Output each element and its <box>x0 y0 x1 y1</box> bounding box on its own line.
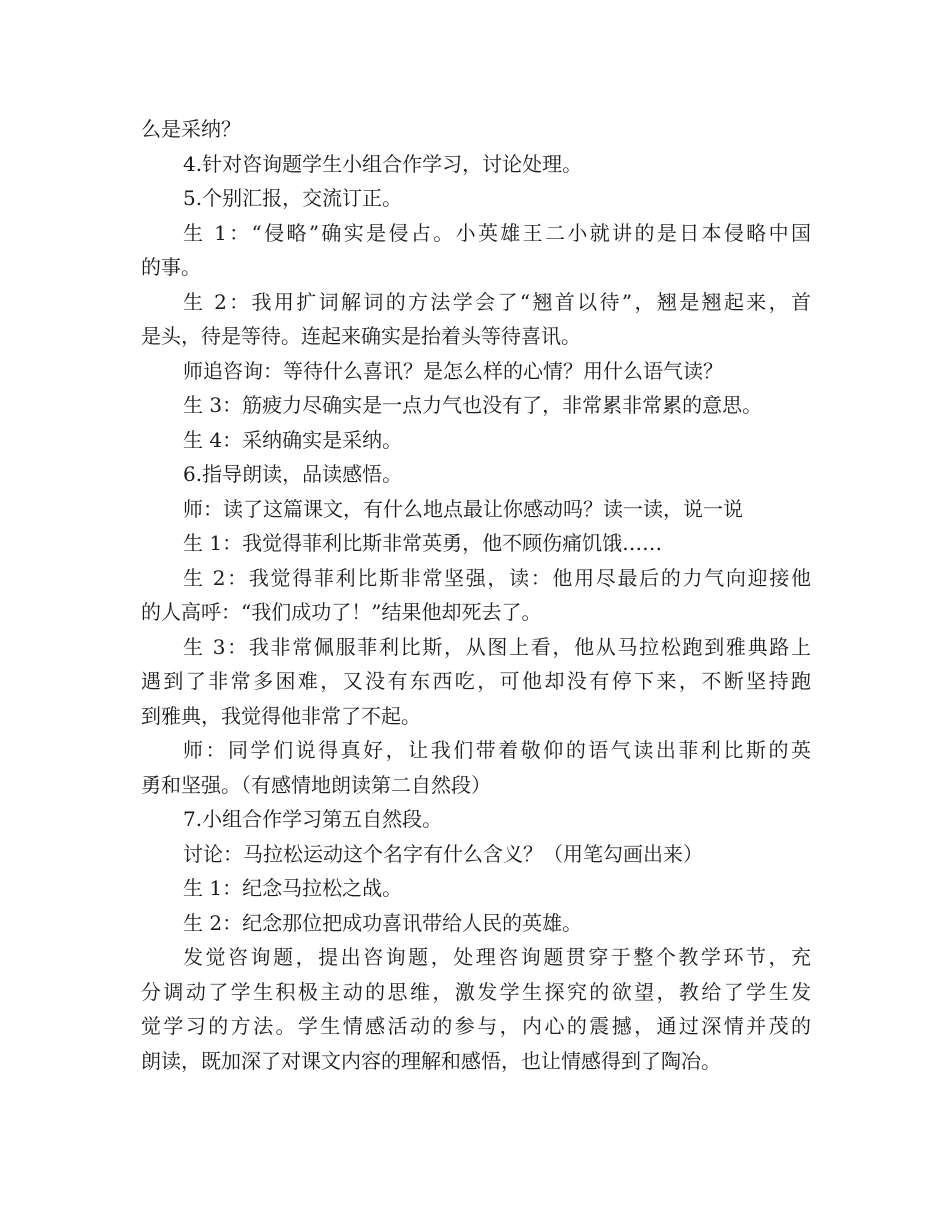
text-line: 师：同学们说得真好，让我们带着敬仰的语气读出菲利比斯的英 <box>183 738 811 762</box>
text-line: 生 4：采纳确实是采纳。 <box>183 427 403 452</box>
text-line: 的事。 <box>141 255 201 279</box>
text-line: 6.指导朗读，品读感悟。 <box>183 462 403 486</box>
text-line: 发觉咨询题，提出咨询题，处理咨询题贯穿于整个教学环节，充 <box>183 945 811 969</box>
text-line: 到雅典，我觉得他非常了不起。 <box>141 703 421 728</box>
text-line: 生 3：筋疲力尽确实是一点力气也没有了，非常累非常累的意思。 <box>183 393 763 417</box>
text-line: 生 2：我觉得菲利比斯非常坚强，读：他用尽最后的力气向迎接他 <box>183 565 811 590</box>
text-line: 4.针对咨询题学生小组合作学习，讨论处理。 <box>183 151 583 176</box>
text-line: 勇和坚强。（有感情地朗读第二自然段） <box>141 772 491 797</box>
text-line: 5.个别汇报，交流订正。 <box>183 186 403 210</box>
text-line: 觉学习的方法。学生情感活动的参与，内心的震撼，通过深情并茂的 <box>141 1014 811 1038</box>
text-line: 生 3：我非常佩服菲利比斯，从图上看，他从马拉松跑到雅典路上 <box>183 634 811 659</box>
text-line: 朗读，既加深了对课文内容的理解和感悟，也让情感得到了陶冶。 <box>141 1048 721 1073</box>
text-line: 分调动了学生积极主动的思维，激发学生探究的欲望，教给了学生发 <box>141 979 811 1004</box>
text-line: 的人高呼：“我们成功了！”结果他却死去了。 <box>141 600 542 624</box>
text-line: 生 1：“侵略”确实是侵占。小英雄王二小就讲的是日本侵略中国 <box>183 220 811 245</box>
text-line: 生 2：纪念那位把成功喜讯带给人民的英雄。 <box>183 910 583 935</box>
text-line: 师追咨询：等待什么喜讯？是怎么样的心情？用什么语气读？ <box>183 358 723 383</box>
text-line: 7.小组合作学习第五自然段。 <box>183 807 443 831</box>
text-line: 是头，待是等待。连起来确实是抬着头等待喜讯。 <box>141 324 581 348</box>
text-line: 遇到了非常多困难，又没有东西吃，可他却没有停下来，不断坚持跑 <box>141 669 811 693</box>
text-line: 师：读了这篇课文，有什么地点最让你感动吗？读一读，说一说 <box>183 496 743 521</box>
text-line: 生 1：纪念马拉松之战。 <box>183 876 403 900</box>
text-line: 生 2：我用扩词解词的方法学会了“翘首以待”，翘是翘起来，首 <box>183 289 811 314</box>
document-body <box>141 112 811 1078</box>
text-line: 么是采纳？ <box>141 117 241 141</box>
text-line: 讨论：马拉松运动这个名字有什么含义？（用笔勾画出来） <box>183 841 703 866</box>
text-line: 生 1：我觉得菲利比斯非常英勇，他不顾伤痛饥饿…… <box>183 531 663 555</box>
